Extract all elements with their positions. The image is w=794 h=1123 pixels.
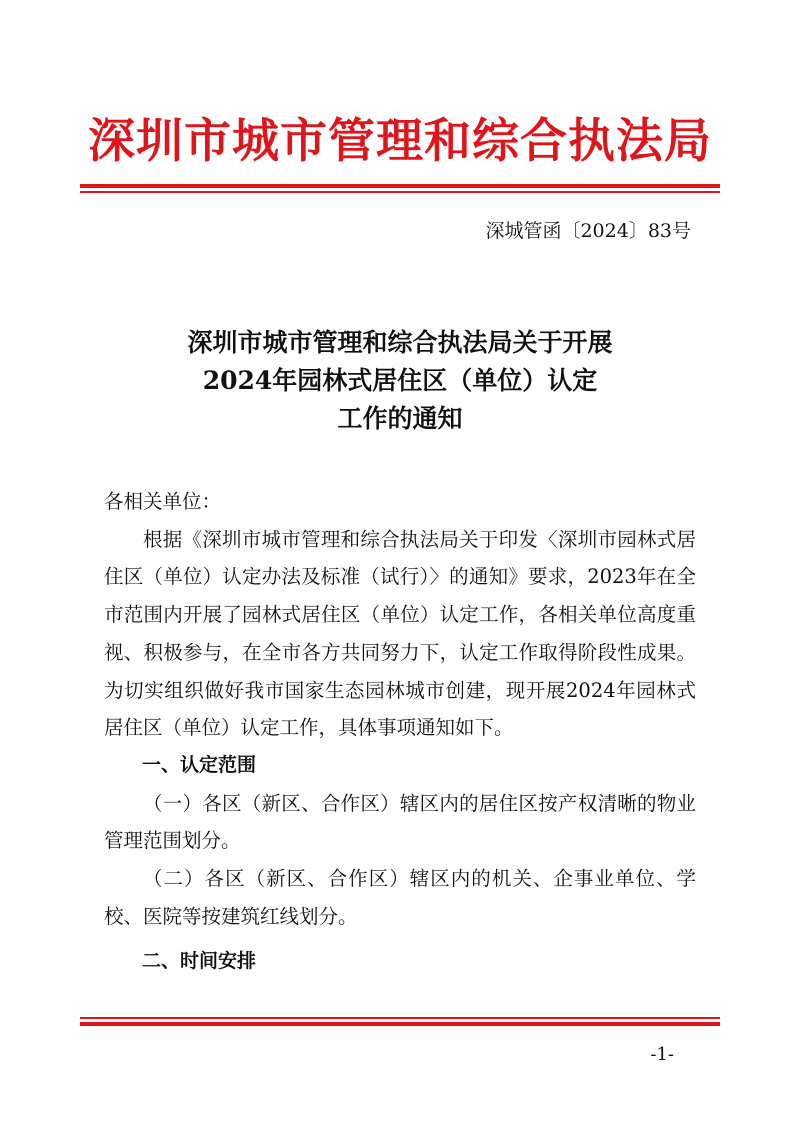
page-number: -1- — [650, 1044, 674, 1065]
header-red-rule-thin — [80, 191, 720, 193]
intro-paragraph: 根据《深圳市城市管理和综合执法局关于印发〈深圳市园林式居住区（单位）认定办法及标准（试行）〉的通知》要求，2023年在全市范围内开展了园林式居住区（单位）认定工作，各相关单位高度重视、积极参与，在全市各方共同努力下，认定工作取得阶段性成果。为切实组织做好我市国家生态园林城市创建，现开展2024年园林式居住区（单位）认定工作，具体事项通知如下。 — [104, 527, 696, 740]
header-red-rule-thick — [80, 184, 720, 188]
salutation: 各相关单位： — [104, 490, 222, 513]
footer-red-rule-thick — [80, 1022, 720, 1026]
section-heading-scope: 一、认定范围 — [142, 753, 257, 776]
section-heading-schedule: 二、时间安排 — [142, 950, 257, 973]
document-body — [104, 483, 696, 981]
footer-red-rule-thin — [80, 1017, 720, 1019]
document-title — [80, 324, 720, 438]
agency-header: 深圳市城市管理和综合执法局 — [88, 114, 712, 169]
title-line-1: 深圳市城市管理和综合执法局关于开展 — [187, 328, 613, 357]
title-line-2: 2024年园林式居住区（单位）认定 — [202, 366, 598, 395]
document-number: 深城管函〔2024〕83号 — [485, 220, 691, 242]
scope-item-2: （二）各区（新区、合作区）辖区内的机关、企事业单位、学校、医院等按建筑红线划分。 — [104, 867, 696, 928]
title-line-3: 工作的通知 — [337, 404, 463, 433]
scope-item-1: （一）各区（新区、合作区）辖区内的居住区按产权清晰的物业管理范围划分。 — [104, 791, 696, 853]
